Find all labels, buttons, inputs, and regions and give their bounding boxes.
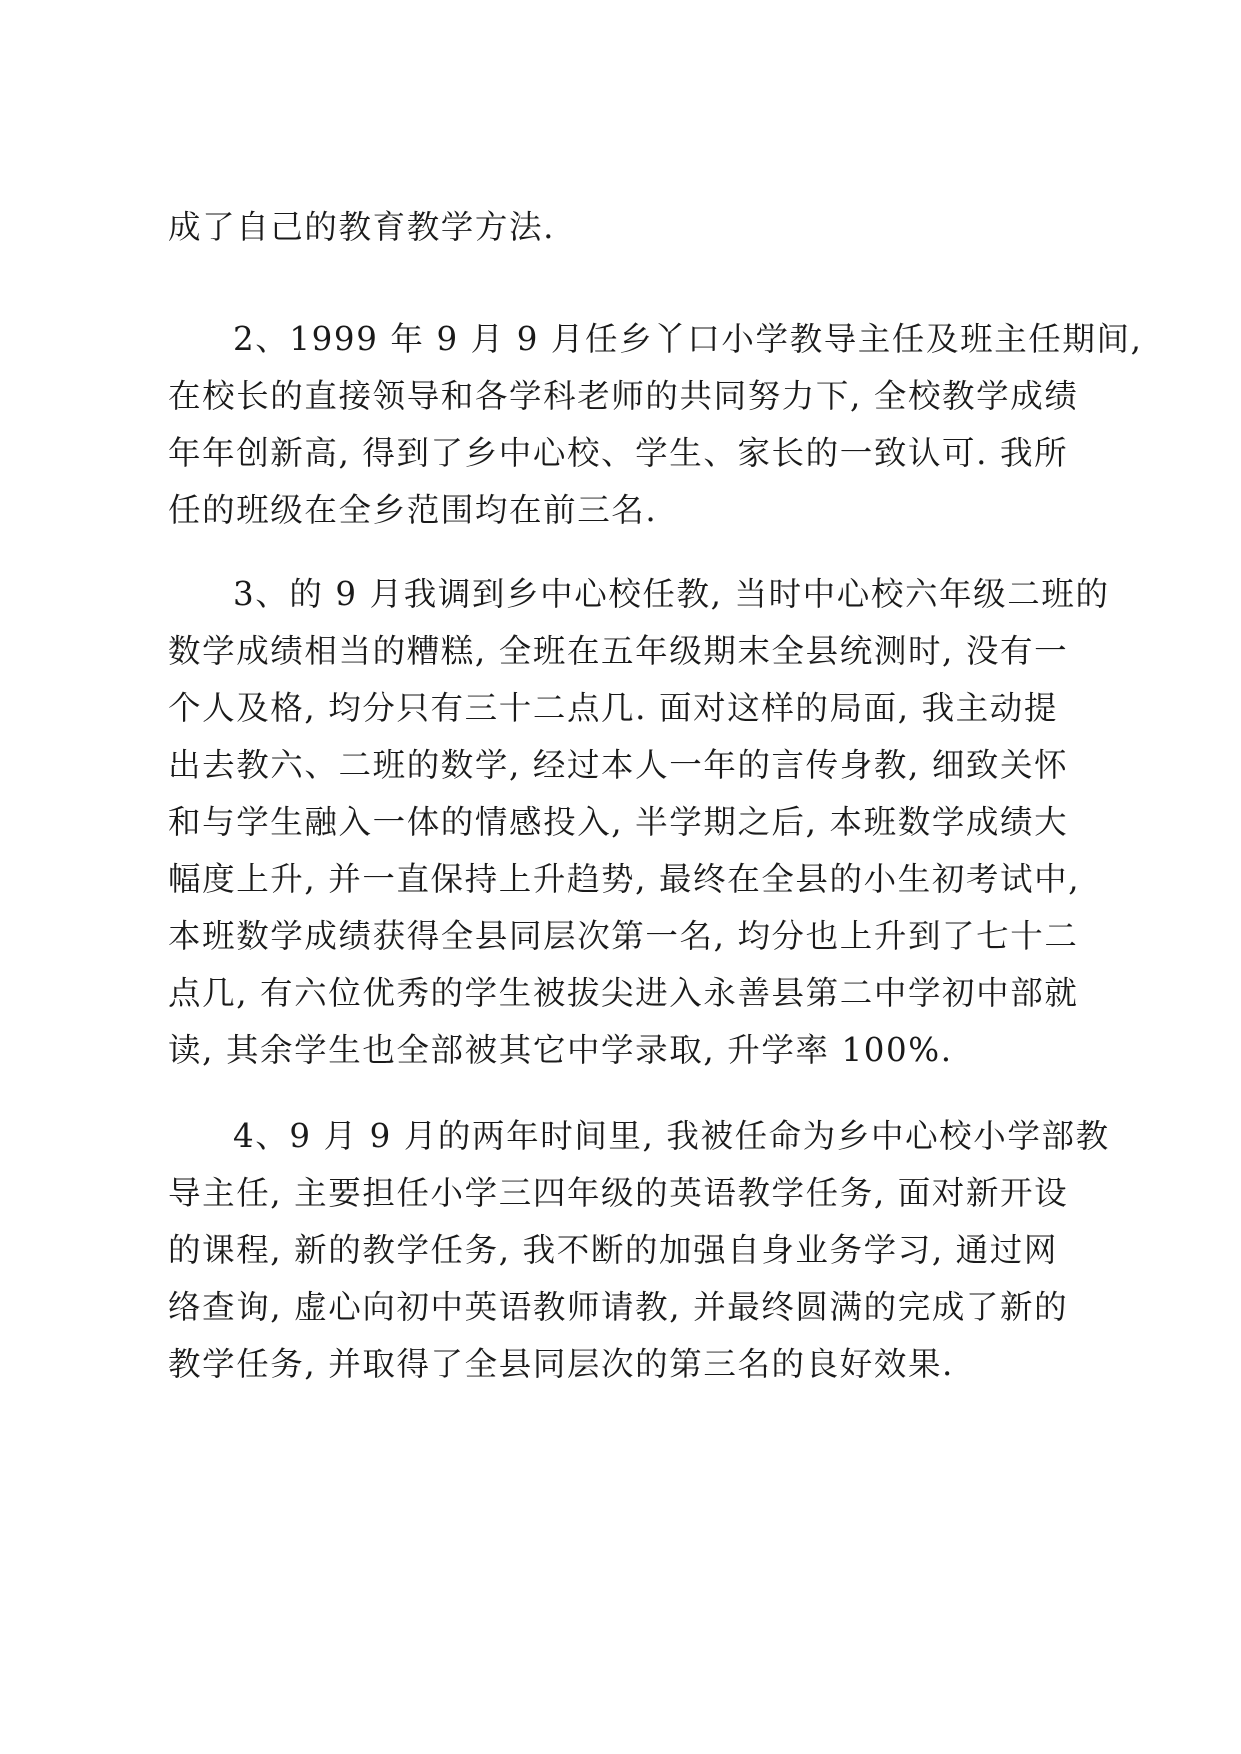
text-line: 的课程, 新的教学任务, 我不断的加强自身业务学习, 通过网 bbox=[168, 1231, 1058, 1269]
text-line: 2、1999 年 9 月 9 月任乡丫口小学教导主任及班主任期间, bbox=[233, 320, 1143, 358]
text-line: 4、9 月 9 月的两年时间里, 我被任命为乡中心校小学部教 bbox=[233, 1117, 1110, 1155]
text-line: 络查询, 虚心向初中英语教师请教, 并最终圆满的完成了新的 bbox=[168, 1288, 1069, 1326]
text-line: 任的班级在全乡范围均在前三名. bbox=[168, 491, 658, 529]
paragraph-item-4 bbox=[168, 1108, 1110, 1393]
text-line: 幅度上升, 并一直保持上升趋势, 最终在全县的小生初考试中, bbox=[168, 860, 1081, 898]
text-line: 教学任务, 并取得了全县同层次的第三名的良好效果. bbox=[168, 1345, 954, 1383]
text-line: 导主任, 主要担任小学三四年级的英语教学任务, 面对新开设 bbox=[168, 1174, 1069, 1212]
paragraph-item-2 bbox=[168, 311, 1143, 539]
text-line: 个人及格, 均分只有三十二点几. 面对这样的局面, 我主动提 bbox=[168, 689, 1058, 727]
paragraph-item-3 bbox=[168, 566, 1110, 1079]
text-line: 出去教六、二班的数学, 经过本人一年的言传身教, 细致关怀 bbox=[168, 746, 1069, 784]
text-line: 数学成绩相当的糟糕, 全班在五年级期末全县统测时, 没有一 bbox=[168, 632, 1069, 670]
text-line: 成了自己的教育教学方法. bbox=[168, 208, 556, 246]
text-line: 读, 其余学生也全部被其它中学录取, 升学率 100%. bbox=[168, 1031, 953, 1069]
text-line: 本班数学成绩获得全县同层次第一名, 均分也上升到了七十二 bbox=[168, 917, 1079, 955]
text-line: 点几, 有六位优秀的学生被拔尖进入永善县第二中学初中部就 bbox=[168, 974, 1079, 1012]
text-line: 3、的 9 月我调到乡中心校任教, 当时中心校六年级二班的 bbox=[233, 575, 1110, 613]
text-line: 和与学生融入一体的情感投入, 半学期之后, 本班数学成绩大 bbox=[168, 803, 1069, 841]
paragraph-continuation bbox=[168, 199, 1088, 256]
text-line: 在校长的直接领导和各学科老师的共同努力下, 全校教学成绩 bbox=[168, 377, 1079, 415]
text-line: 年年创新高, 得到了乡中心校、学生、家长的一致认可. 我所 bbox=[168, 434, 1069, 472]
